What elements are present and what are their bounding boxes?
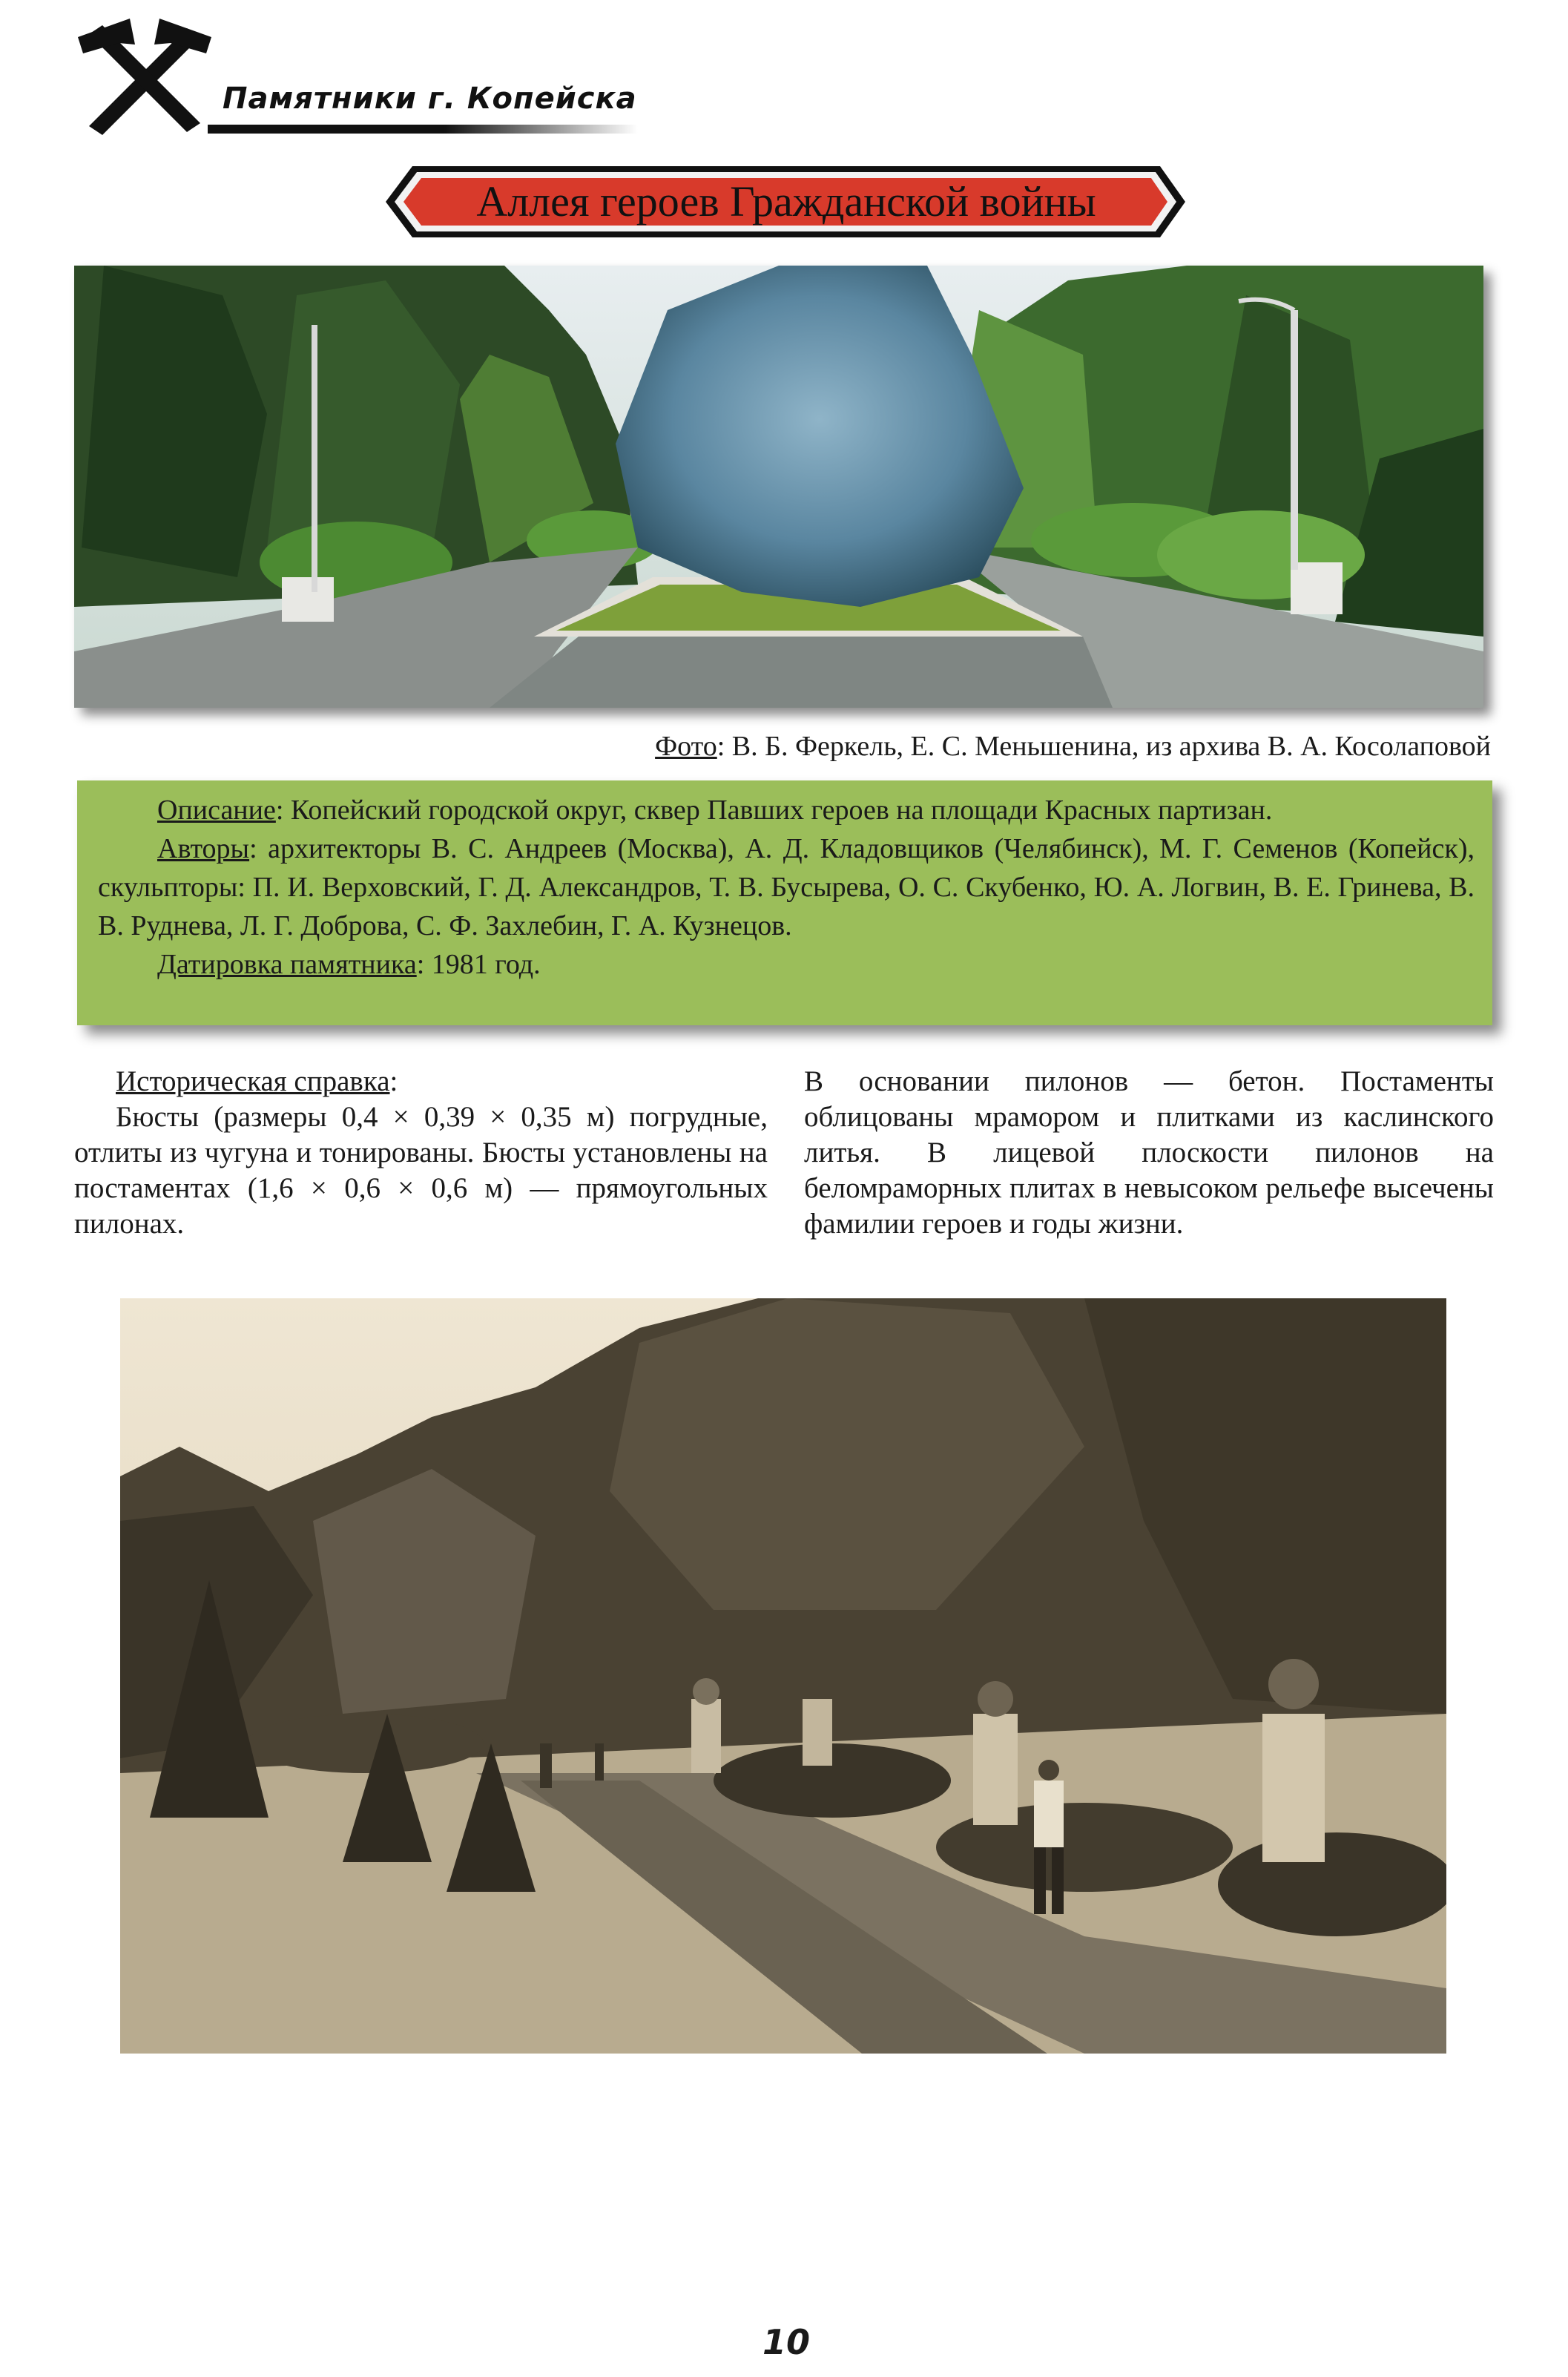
date-text: : 1981 год.: [416, 949, 541, 980]
header-rule: [208, 125, 638, 134]
page-number: 10: [762, 2322, 810, 2362]
history-column-right: [804, 1064, 1494, 1242]
history-heading: [74, 1064, 768, 1099]
authors-paragraph: [98, 829, 1475, 945]
location-label: Описание: [157, 795, 276, 826]
location-paragraph: [98, 791, 1475, 829]
history-text-left: Бюсты (размеры 0,4 × 0,39 × 0,35 м) погрудные, отлиты из чугуна и тонированы. Бюсты установлены на постаментах (1,6 × 0,6 × 0,6 м) — прямоугольных пилонах.: [74, 1101, 768, 1240]
authors-text: : архитекторы В. С. Андреев (Москва), А. Д. Кладовщиков (Челябинск), М. Г. Семенов (Копейск), скульпторы: П. И. Верховский, Г. Д. Александров, Т. В. Бусырева, О. С. Скубенко, Ю. А. Логвин, В. Е. Гринева, В. В. Руднева, Л. Г. Доброва, С. Ф. Захлебин, Г. А. Кузнецов.: [98, 833, 1475, 941]
location-text: : Копейский городской округ, сквер Павших героев на площади Красных партизан.: [275, 795, 1273, 826]
history-text-right: В основании пилонов — бетон. Постаменты облицованы мрамором и плитками из каслинского литья. В лицевой плоскости пилонов на беломраморных плитах в невысоком рельефе высечены фамилии героев и годы жизни.: [804, 1065, 1494, 1240]
history-heading-label: Историческая справка: [116, 1065, 390, 1097]
date-paragraph: [98, 945, 1475, 984]
authors-label: Авторы: [157, 833, 250, 864]
photo-caption: [74, 730, 1491, 763]
crossed-hammers-icon: [74, 15, 215, 141]
caption-text: : В. Б. Феркель, Е. С. Меньшенина, из архива В. А. Косолаповой: [717, 731, 1491, 762]
date-label: Датировка памятника: [157, 949, 417, 980]
page-title: Аллея героев Гражданской войны: [476, 177, 1096, 226]
history-column-left: [74, 1064, 768, 1242]
series-title: Памятники г. Копейска: [223, 82, 637, 116]
archive-sepia-photo: [120, 1298, 1446, 2054]
caption-label: Фото: [655, 731, 717, 762]
history-heading-suffix: :: [389, 1065, 398, 1097]
description-text: [98, 791, 1475, 984]
panorama-color-photo: [74, 266, 1483, 708]
